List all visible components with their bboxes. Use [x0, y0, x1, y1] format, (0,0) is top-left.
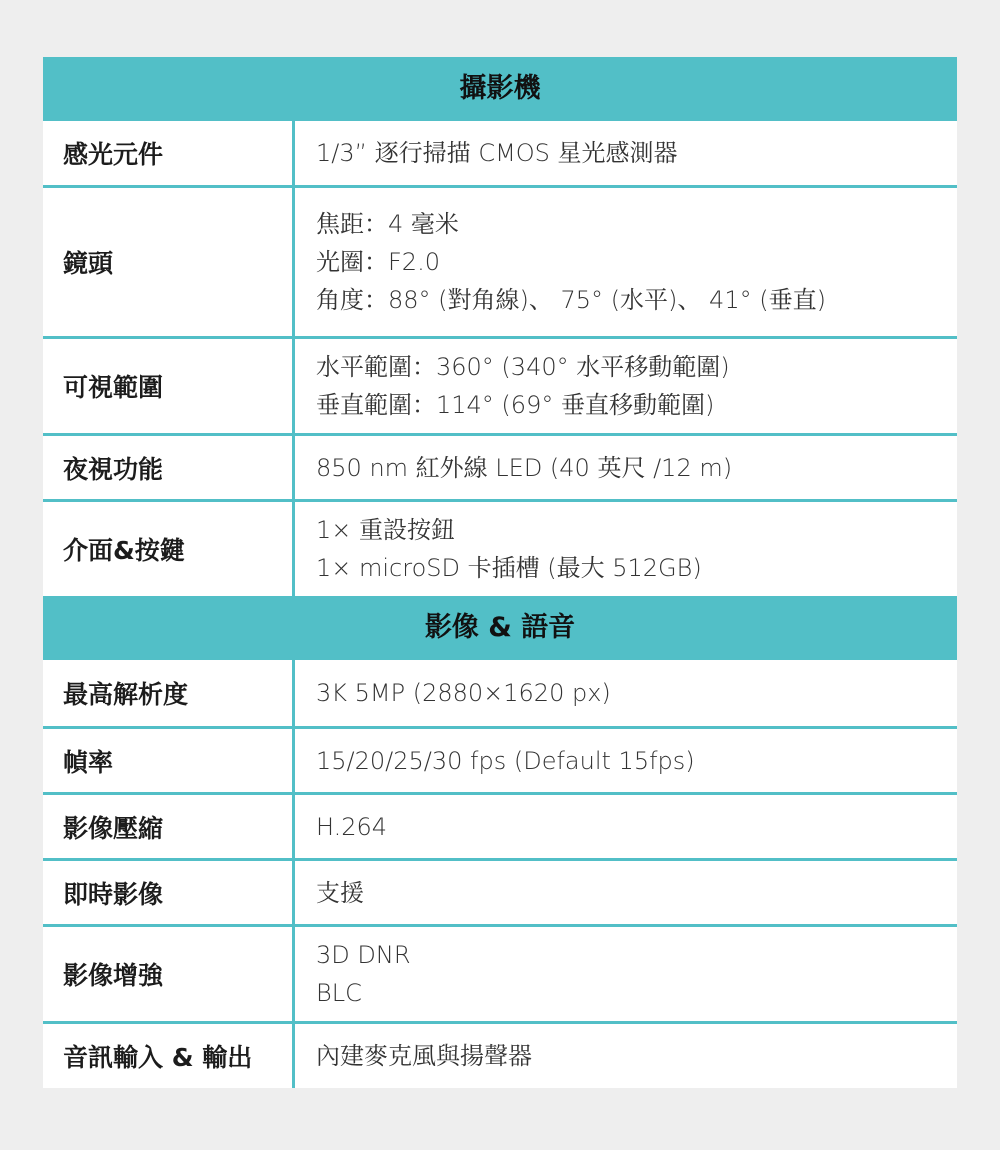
spec-value	[295, 188, 957, 336]
spec-row-max-resolution	[43, 660, 957, 726]
spec-row-compression	[43, 792, 957, 858]
spec-row-interface	[43, 499, 957, 596]
spec-value	[295, 436, 957, 499]
spec-value-line: 3K 5MP (2880×1620 px)	[316, 679, 611, 707]
spec-label: 即時影像	[43, 861, 295, 924]
spec-table	[43, 57, 957, 1088]
spec-value-line: 水平範圍：360° (340° 水平移動範圍)	[316, 353, 730, 381]
section-header-video-audio: 影像 & 語音	[43, 596, 957, 660]
spec-row-field-of-view	[43, 336, 957, 433]
spec-value-line: 角度：88° (對角線)、 75° (水平)、 41° (垂直)	[316, 286, 826, 314]
spec-label: 介面&按鍵	[43, 502, 295, 596]
spec-value-line: 焦距：4 毫米	[316, 210, 459, 238]
spec-label: 鏡頭	[43, 188, 295, 336]
spec-row-audio	[43, 1021, 957, 1088]
spec-value-line: 3D DNR	[316, 941, 411, 969]
spec-value	[295, 1024, 957, 1088]
spec-label: 可視範圍	[43, 339, 295, 433]
spec-value-line: 1/3” 逐行掃描 CMOS 星光感測器	[316, 139, 678, 167]
spec-row-lens	[43, 185, 957, 336]
spec-value-line: 1× 重設按鈕	[316, 516, 456, 544]
spec-row-sensor	[43, 121, 957, 185]
spec-row-night-vision	[43, 433, 957, 499]
spec-row-enhancement	[43, 924, 957, 1021]
spec-label: 感光元件	[43, 121, 295, 185]
spec-value-line: 內建麥克風與揚聲器	[316, 1042, 532, 1070]
spec-value	[295, 729, 957, 792]
spec-value-line: 1× microSD 卡插槽 (最大 512GB)	[316, 554, 702, 582]
spec-label: 幀率	[43, 729, 295, 792]
spec-value-line: 850 nm 紅外線 LED (40 英尺 /12 m)	[316, 453, 733, 482]
spec-value-line: 光圈：F2.0	[316, 248, 440, 276]
spec-label: 影像壓縮	[43, 795, 295, 858]
spec-value	[295, 861, 957, 924]
spec-label: 影像增強	[43, 927, 295, 1021]
spec-label: 音訊輸入 & 輸出	[43, 1024, 295, 1088]
section-header-camera: 攝影機	[43, 57, 957, 121]
spec-value	[295, 502, 957, 596]
spec-value	[295, 121, 957, 185]
spec-value	[295, 339, 957, 433]
spec-row-frame-rate	[43, 726, 957, 792]
spec-value-line: BLC	[316, 979, 362, 1007]
spec-value	[295, 927, 957, 1021]
spec-value	[295, 795, 957, 858]
spec-value-line: 支援	[316, 878, 364, 907]
spec-label: 夜視功能	[43, 436, 295, 499]
spec-value-line: 15/20/25/30 fps (Default 15fps)	[316, 746, 695, 775]
spec-value-line: 垂直範圍：114° (69° 垂直移動範圍)	[316, 391, 715, 419]
spec-label: 最高解析度	[43, 660, 295, 726]
spec-value-line: H.264	[316, 812, 388, 841]
spec-row-live-view	[43, 858, 957, 924]
spec-value	[295, 660, 957, 726]
